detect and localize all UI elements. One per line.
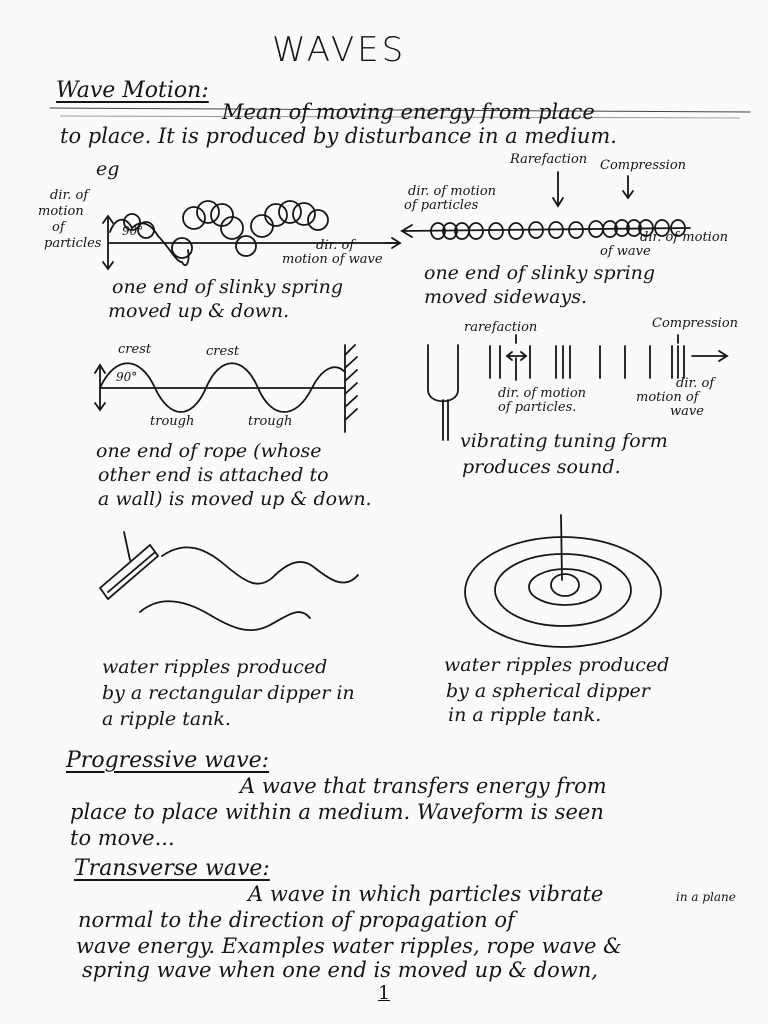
fork-dir-wave-2: motion of <box>636 390 699 405</box>
transverse-heading: Transverse wave: <box>74 856 270 881</box>
fork-dir-particles-1: dir. of motion <box>498 386 587 401</box>
slinky-sideways-caption-2: moved sideways. <box>424 286 587 308</box>
progressive-line3: to move... <box>70 826 175 850</box>
dir-particles-label-2: motion <box>38 204 84 219</box>
transverse-line2: normal to the direction of propagation of <box>78 908 515 932</box>
transverse-line1-small: in a plane <box>676 890 736 904</box>
fork-compression-label: Compression <box>652 316 739 331</box>
rope-caption-1: one end of rope (whose <box>96 440 322 462</box>
fork-dir-wave-1: dir. of <box>676 376 715 391</box>
dir-particles-label-1: dir. of <box>50 188 89 203</box>
fork-dir-wave-3: wave <box>670 404 704 419</box>
transverse-line3: wave energy. Examples water ripples, rope wave & <box>76 934 622 958</box>
slinky-updown-caption-2: moved up & down. <box>108 300 290 322</box>
dir-particles-label-3: of <box>52 220 65 235</box>
rope-angle-label: 90° <box>116 370 138 384</box>
transverse-line1: A wave in which particles vibrate <box>248 882 604 906</box>
slinky-updown-caption-1: one end of slinky spring <box>112 276 344 298</box>
dir-particles-label-4: particles <box>44 236 102 251</box>
fork-caption-2: produces sound. <box>462 456 621 478</box>
compression-label: Compression <box>600 158 687 173</box>
fork-dir-particles-2: of particles. <box>498 400 577 415</box>
sideways-dir-particles-1: dir. of motion <box>408 184 497 199</box>
rect-ripples-caption-1: water ripples produced <box>102 656 328 678</box>
sphere-dipper-diagram <box>465 515 661 647</box>
progressive-heading: Progressive wave: <box>66 748 270 773</box>
fork-caption-1: vibrating tuning form <box>460 430 668 452</box>
sphere-ripples-caption-2: by a spherical dipper <box>446 680 650 702</box>
sphere-ripples-caption-1: water ripples produced <box>444 654 670 676</box>
wave-motion-line2: to place. It is produced by disturbance in a medium. <box>60 124 617 148</box>
crest-label-2: crest <box>206 344 240 359</box>
progressive-line2: place to place within a medium. Waveform is seen <box>70 800 604 824</box>
rect-ripples-caption-3: a ripple tank. <box>102 708 231 730</box>
sideways-dir-wave-1: dir. of motion <box>640 230 729 245</box>
rect-dipper-diagram <box>100 532 358 630</box>
transverse-line4: spring wave when one end is moved up & down, <box>82 958 598 982</box>
dir-wave-label-2: motion of wave <box>282 252 383 267</box>
fork-rarefaction-label: rarefaction <box>464 320 538 335</box>
trough-label-1: trough <box>150 414 195 429</box>
eg-label: eg <box>96 158 120 180</box>
page-number: 1 <box>378 982 391 1004</box>
sideways-dir-wave-2: of wave <box>600 244 651 259</box>
trough-label-2: trough <box>248 414 293 429</box>
rect-ripples-caption-2: by a rectangular dipper in <box>102 682 355 704</box>
wave-motion-line1: Mean of moving energy from place <box>222 100 595 124</box>
rarefaction-label: Rarefaction <box>510 152 588 167</box>
rope-caption-2: other end is attached to <box>98 464 329 486</box>
slinky-sideways-caption-1: one end of slinky spring <box>424 262 656 284</box>
wave-motion-heading: Wave Motion: <box>56 78 209 103</box>
rope-caption-3: a wall) is moved up & down. <box>98 488 372 510</box>
progressive-line1: A wave that transfers energy from <box>240 774 607 798</box>
crest-label-1: crest <box>118 342 152 357</box>
slinky-angle-label: 90° <box>122 224 144 238</box>
page-title: WAVES <box>272 30 407 70</box>
dir-wave-label-1: dir. of <box>316 238 355 253</box>
sphere-ripples-caption-3: in a ripple tank. <box>448 704 602 726</box>
sideways-dir-particles-2: of particles <box>404 198 479 213</box>
